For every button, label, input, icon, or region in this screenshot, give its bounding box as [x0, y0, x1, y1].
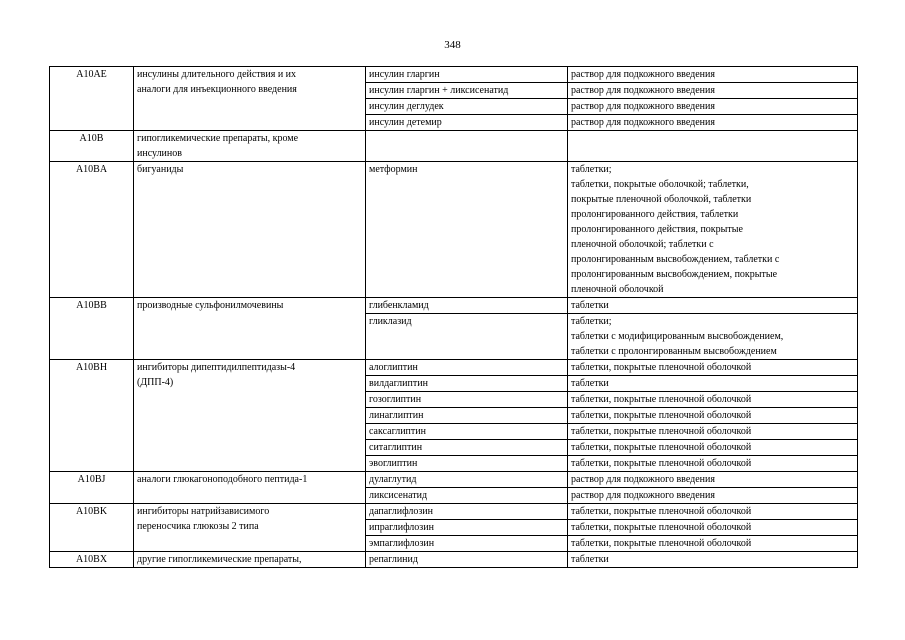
dosage-form-cell: [568, 83, 858, 99]
text-line: аналоги глюкагоноподобного пептида-1: [137, 474, 308, 485]
drug-name-cell: гликлазид: [366, 314, 568, 360]
drug-name-cell: линаглиптин: [366, 408, 568, 424]
dosage-form-cell: [568, 376, 858, 392]
drug-name-cell: ипраглифлозин: [366, 520, 568, 536]
text-line: таблетки, покрытые пленочной оболочкой: [571, 410, 752, 421]
text-line: раствор для подкожного введения: [571, 85, 715, 96]
text-line: таблетки, покрытые пленочной оболочкой: [571, 442, 752, 453]
group-name-cell: [134, 504, 366, 552]
drug-name-cell: саксаглиптин: [366, 424, 568, 440]
text-line: таблетки, покрытые пленочной оболочкой: [571, 458, 752, 469]
table-row: [50, 67, 858, 83]
dosage-form-cell: [568, 67, 858, 83]
dosage-form-cell: [568, 115, 858, 131]
text-line: таблетки, покрытые пленочной оболочкой: [571, 362, 752, 373]
text-line: таблетки, покрытые пленочной оболочкой: [571, 522, 752, 533]
dosage-form-cell: [568, 408, 858, 424]
text-line: таблетки с пролонгированным высвобождением: [571, 346, 777, 357]
text-line: инсулины длительного действия и их: [137, 69, 297, 80]
drug-name-cell: алоглиптин: [366, 360, 568, 376]
text-line: другие гипогликемические препараты,: [137, 554, 302, 565]
text-line: раствор для подкожного введения: [571, 69, 715, 80]
text-line: инсулинов: [137, 148, 182, 159]
drug-name-cell: дапаглифлозин: [366, 504, 568, 520]
dosage-form-cell: [568, 504, 858, 520]
text-line: гипогликемические препараты, кроме: [137, 133, 299, 144]
text-line: таблетки, покрытые пленочной оболочкой: [571, 394, 752, 405]
text-line: таблетки: [571, 554, 609, 565]
drug-name-cell: метформин: [366, 162, 568, 298]
page-number: 348: [444, 39, 461, 51]
group-name-cell: [134, 298, 366, 360]
dosage-form-cell: [568, 520, 858, 536]
dosage-form-cell: [568, 552, 858, 568]
text-line: переносчика глюкозы 2 типа: [137, 521, 259, 532]
dosage-form-cell: [568, 314, 858, 360]
text-line: таблетки, покрытые оболочкой; таблетки,: [571, 179, 749, 190]
text-line: таблетки;: [571, 316, 612, 327]
text-line: раствор для подкожного введения: [571, 117, 715, 128]
atc-code-cell: A10AE: [50, 67, 134, 131]
table-row: [50, 552, 858, 568]
text-line: раствор для подкожного введения: [571, 474, 715, 485]
drug-name-cell: ситаглиптин: [366, 440, 568, 456]
text-line: (ДПП-4): [137, 377, 174, 388]
drug-name-cell: гозоглиптин: [366, 392, 568, 408]
atc-code-cell: A10BJ: [50, 472, 134, 504]
table-row: [50, 162, 858, 298]
drug-name-cell: [366, 131, 568, 162]
group-name-cell: [134, 360, 366, 472]
text-line: покрытые пленочной оболочкой, таблетки: [571, 194, 752, 205]
dosage-form-cell: [568, 488, 858, 504]
text-line: пролонгированного действия, таблетки: [571, 209, 739, 220]
text-line: таблетки, покрытые пленочной оболочкой: [571, 538, 752, 549]
text-line: раствор для подкожного введения: [571, 490, 715, 501]
text-line: пленочной оболочкой; таблетки с: [571, 239, 714, 250]
table-row: [50, 504, 858, 520]
text-line: таблетки;: [571, 164, 612, 175]
atc-code-cell: A10BX: [50, 552, 134, 568]
drug-name-cell: репаглинид: [366, 552, 568, 568]
text-line: аналоги для инъекционного введения: [137, 84, 297, 95]
text-line: пролонгированным высвобождением, таблетки с: [571, 254, 780, 265]
text-line: таблетки, покрытые пленочной оболочкой: [571, 506, 752, 517]
atc-code-cell: A10BH: [50, 360, 134, 472]
drug-name-cell: вилдаглиптин: [366, 376, 568, 392]
text-line: пролонгированным высвобождением, покрытые: [571, 269, 778, 280]
text-line: пролонгированного действия, покрытые: [571, 224, 743, 235]
text-line: таблетки с модифицированным высвобождением,: [571, 331, 784, 342]
atc-code-cell: A10BB: [50, 298, 134, 360]
table-row: [50, 360, 858, 376]
dosage-form-cell: [568, 360, 858, 376]
drug-name-cell: глибенкламид: [366, 298, 568, 314]
text-line: пленочной оболочкой: [571, 284, 664, 295]
group-name-cell: [134, 162, 366, 298]
text-line: ингибиторы натрийзависимого: [137, 506, 270, 517]
dosage-form-cell: [568, 456, 858, 472]
table-row: [50, 298, 858, 314]
dosage-form-cell: [568, 392, 858, 408]
dosage-form-cell: [568, 162, 858, 298]
atc-code-cell: A10B: [50, 131, 134, 162]
dosage-form-cell: [568, 424, 858, 440]
dosage-form-cell: [568, 536, 858, 552]
drug-name-cell: эвоглиптин: [366, 456, 568, 472]
group-name-cell: [134, 131, 366, 162]
text-line: бигуаниды: [137, 164, 184, 175]
text-line: таблетки, покрытые пленочной оболочкой: [571, 426, 752, 437]
dosage-form-cell: [568, 99, 858, 115]
group-name-cell: [134, 472, 366, 504]
table-row: [50, 472, 858, 488]
text-line: производные сульфонилмочевины: [137, 300, 284, 311]
drug-name-cell: инсулин деглудек: [366, 99, 568, 115]
drug-name-cell: инсулин детемир: [366, 115, 568, 131]
table-row: [50, 131, 858, 162]
drug-name-cell: дулаглутид: [366, 472, 568, 488]
atc-code-cell: A10BA: [50, 162, 134, 298]
dosage-form-cell: [568, 298, 858, 314]
text-line: раствор для подкожного введения: [571, 101, 715, 112]
dosage-form-cell: [568, 131, 858, 162]
text-line: таблетки: [571, 300, 609, 311]
text-line: ингибиторы дипептидилпептидазы-4: [137, 362, 296, 373]
group-name-cell: [134, 67, 366, 131]
text-line: таблетки: [571, 378, 609, 389]
group-name-cell: [134, 552, 366, 568]
drug-name-cell: ликсисенатид: [366, 488, 568, 504]
atc-code-cell: A10BK: [50, 504, 134, 552]
dosage-form-cell: [568, 440, 858, 456]
table-body: [50, 67, 858, 568]
drug-name-cell: инсулин гларгин + ликсисенатид: [366, 83, 568, 99]
drug-classification-table: [49, 66, 858, 568]
drug-name-cell: инсулин гларгин: [366, 67, 568, 83]
dosage-form-cell: [568, 472, 858, 488]
drug-name-cell: эмпаглифлозин: [366, 536, 568, 552]
